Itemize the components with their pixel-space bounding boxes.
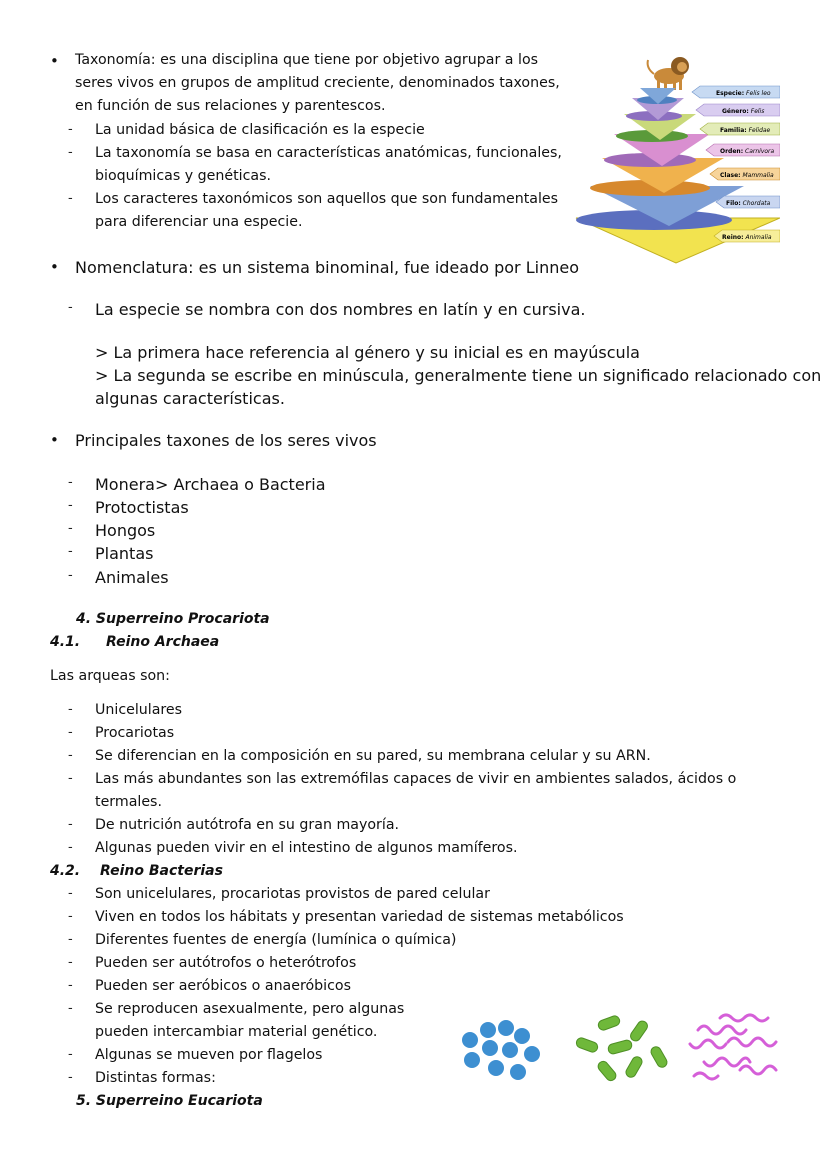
label-especie: Especie: Felis leo bbox=[716, 90, 771, 97]
archaea-item: Unicelulares bbox=[95, 702, 183, 718]
bullet-nomenclatura: • bbox=[50, 258, 59, 276]
dash: - bbox=[68, 521, 73, 536]
taxon-item: Protoctistas bbox=[95, 498, 189, 517]
taxonomia-line-2: seres vivos en grupos de amplitud creciente, denominados taxones, bbox=[75, 75, 560, 91]
taxonomia-sub-2b: bioquímicas y genéticas. bbox=[95, 168, 271, 184]
section-4-2-heading: Reino Bacterias bbox=[100, 863, 223, 879]
taxon-item: Animales bbox=[95, 568, 169, 587]
bacteria-item: Diferentes fuentes de energía (lumínica o química) bbox=[95, 932, 457, 948]
taxonomia-sub-3b: para diferenciar una especie. bbox=[95, 214, 303, 230]
bacteria-item: Algunas se mueven por flagelos bbox=[95, 1047, 323, 1063]
bacteria-item: Pueden ser autótrofos o heterótrofos bbox=[95, 955, 357, 971]
archaea-item: De nutrición autótrofa en su gran mayoría. bbox=[95, 817, 400, 833]
taxonomia-sub-3a: Los caracteres taxonómicos son aquellos que son fundamentales bbox=[95, 191, 559, 207]
archaea-item: Procariotas bbox=[95, 725, 175, 741]
archaea-item: Algunas pueden vivir en el intestino de algunos mamíferos. bbox=[95, 840, 518, 856]
archaea-item: Se diferencian en la composición en su pared, su membrana celular y su ARN. bbox=[95, 748, 651, 764]
lion-icon bbox=[648, 57, 689, 90]
dash: - bbox=[68, 300, 73, 315]
label-orden: Orden: Carnívora bbox=[720, 148, 775, 155]
taxon-item: Monera> Archaea o Bacteria bbox=[95, 475, 326, 494]
dash: - bbox=[68, 1001, 73, 1016]
espirilos-icon bbox=[690, 1015, 776, 1079]
bullet-taxonomia: • bbox=[50, 52, 59, 70]
bacteria-item-cont: pueden intercambiar material genético. bbox=[95, 1024, 378, 1040]
label-genero: Género: Felis bbox=[722, 108, 765, 115]
dash: - bbox=[68, 122, 73, 137]
bacteria-item: Pueden ser aeróbicos o anaeróbicos bbox=[95, 978, 351, 994]
dash: - bbox=[68, 475, 73, 490]
dash: - bbox=[68, 498, 73, 513]
dash: - bbox=[68, 725, 73, 740]
label-clase: Clase: Mammalia bbox=[720, 172, 774, 179]
bacteria-shapes-illustration bbox=[458, 1010, 788, 1090]
nomenclatura-sub: La especie se nombra con dos nombres en latín y en cursiva. bbox=[95, 300, 586, 319]
dash: - bbox=[68, 145, 73, 160]
bullet-taxones: • bbox=[50, 431, 59, 449]
nomenclatura-note-1: > La primera hace referencia al género y su inicial es en mayúscula bbox=[95, 343, 640, 362]
label-reino: Reino: Animalia bbox=[722, 234, 772, 241]
taxonomia-sub-2a: La taxonomía se basa en características anatómicas, funcionales, bbox=[95, 145, 562, 161]
taxonomia-sub-1: La unidad básica de clasificación es la especie bbox=[95, 122, 425, 138]
archaea-intro: Las arqueas son: bbox=[50, 668, 170, 684]
dash: - bbox=[68, 1070, 73, 1085]
section-4-1-heading: Reino Archaea bbox=[106, 634, 220, 650]
dash: - bbox=[68, 771, 73, 786]
label-familia: Familia: Felidae bbox=[720, 127, 771, 134]
nomenclatura-note-2b: algunas características. bbox=[95, 389, 285, 408]
bacteria-item: Viven en todos los hábitats y presentan variedad de sistemas metabólicos bbox=[95, 909, 624, 925]
section-4-1-number: 4.1. bbox=[50, 634, 81, 650]
taxonomia-line-1: Taxonomía: es una disciplina que tiene por objetivo agrupar a los bbox=[75, 52, 539, 68]
bacilos-icon bbox=[575, 1015, 669, 1083]
section-4-heading: 4. Superreino Procariota bbox=[76, 611, 270, 627]
dash: - bbox=[68, 191, 73, 206]
dash: - bbox=[68, 1047, 73, 1062]
dash: - bbox=[68, 702, 73, 717]
dash: - bbox=[68, 544, 73, 559]
archaea-item-cont: termales. bbox=[95, 794, 162, 810]
dash: - bbox=[68, 568, 73, 583]
bacteria-item: Se reproducen asexualmente, pero algunas bbox=[95, 1001, 405, 1017]
dash: - bbox=[68, 748, 73, 763]
dash: - bbox=[68, 886, 73, 901]
taxonomia-line-3: en función de sus relaciones y parentescos. bbox=[75, 98, 386, 114]
dash: - bbox=[68, 817, 73, 832]
dash: - bbox=[68, 840, 73, 855]
dash: - bbox=[68, 955, 73, 970]
section-4-2-number: 4.2. bbox=[50, 863, 81, 879]
archaea-item: Las más abundantes son las extremófilas capaces de vivir en ambientes salados, ácidos o bbox=[95, 771, 737, 787]
taxon-item: Hongos bbox=[95, 521, 156, 540]
nomenclatura-text: Nomenclatura: es un sistema binominal, fue ideado por Linneo bbox=[75, 258, 579, 277]
nomenclatura-note-2a: > La segunda se escribe en minúscula, generalmente tiene un significado relacionado con bbox=[95, 366, 822, 385]
taxon-item: Plantas bbox=[95, 544, 154, 563]
dash: - bbox=[68, 978, 73, 993]
label-filo: Filo: Chordata bbox=[726, 200, 771, 207]
section-5-heading: 5. Superreino Eucariota bbox=[76, 1093, 263, 1109]
dash: - bbox=[68, 909, 73, 924]
taxones-title: Principales taxones de los seres vivos bbox=[75, 431, 377, 450]
bacteria-item: Son unicelulares, procariotas provistos de pared celular bbox=[95, 886, 490, 902]
dash: - bbox=[68, 932, 73, 947]
bacteria-item: Distintas formas: bbox=[95, 1070, 216, 1086]
cocos-icon bbox=[462, 1020, 540, 1080]
taxonomy-pyramid-illustration bbox=[574, 48, 780, 264]
